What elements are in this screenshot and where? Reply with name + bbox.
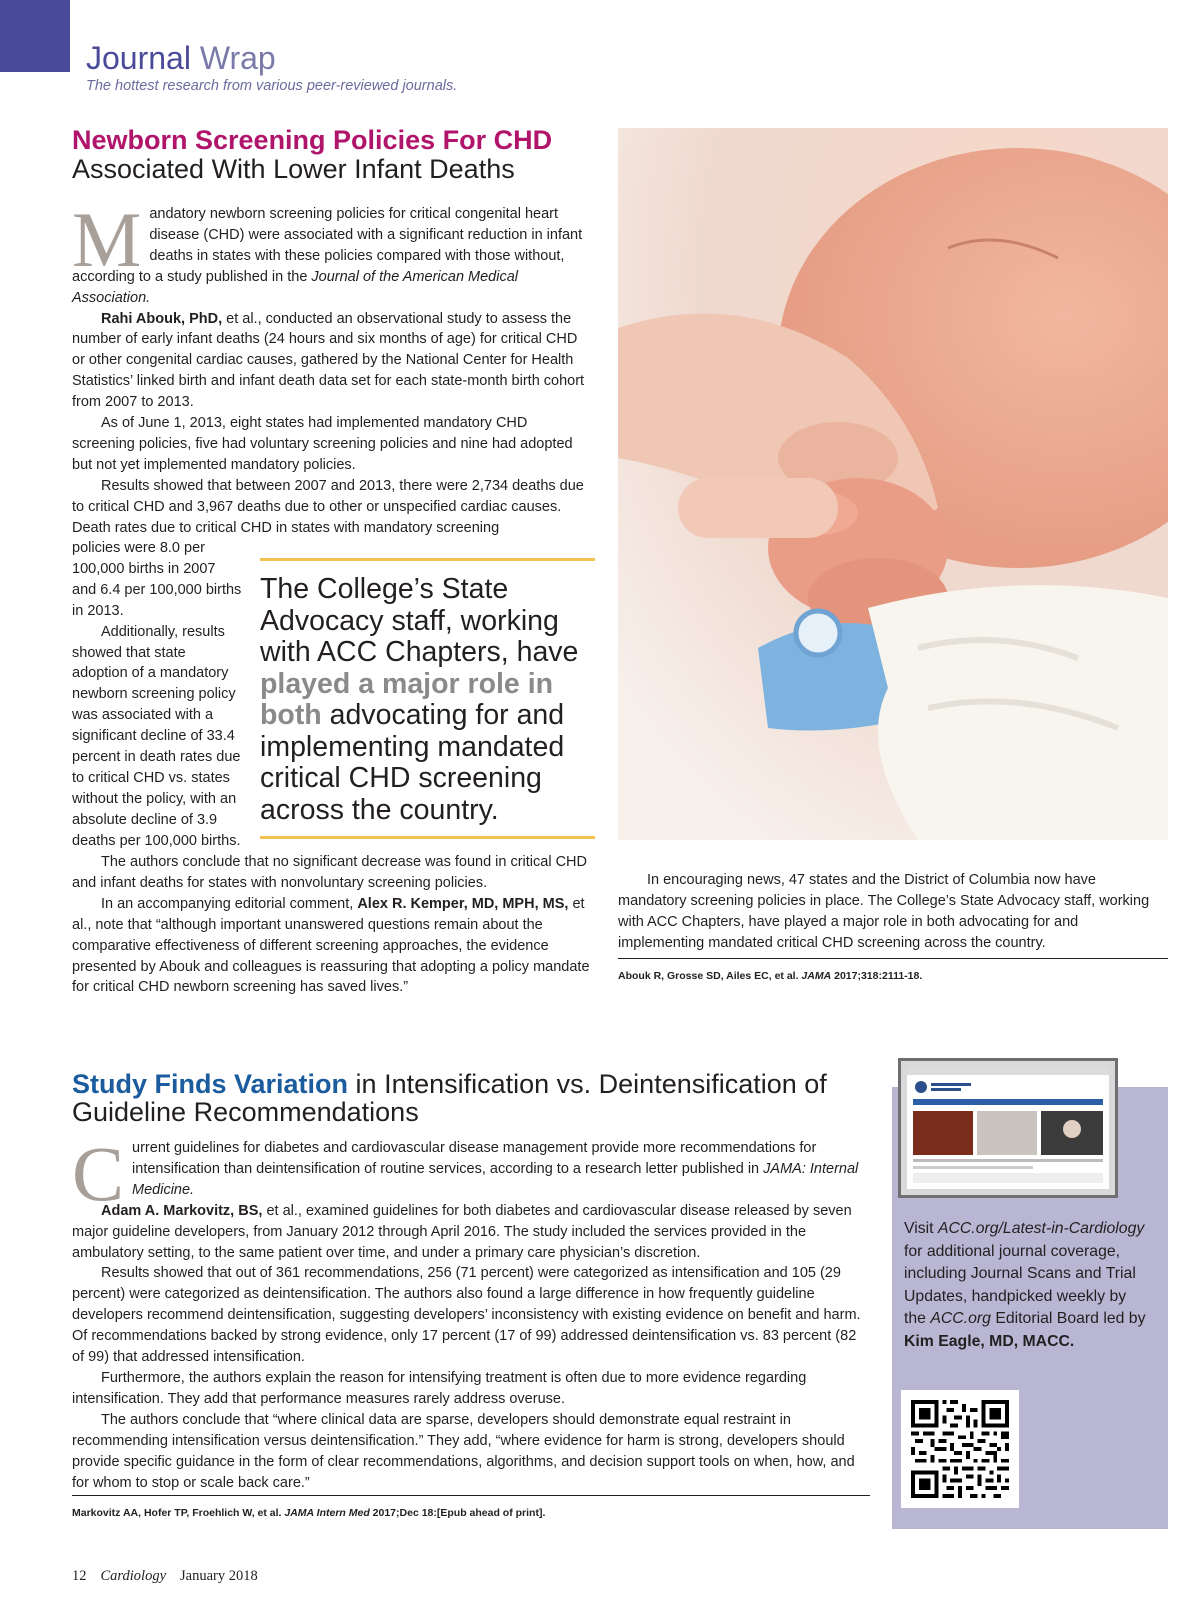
article1-paragraph: Additionally, results showed that state adoption of a mandatory newborn screening policy was associated with a significant decline of 33.4 percent in death rates due to critical CHD vs. states without the policy, with an absolute decline of 3.9 deaths per 100,000 births. [72,623,241,849]
sidebar-visit: Visit [904,1220,938,1237]
article1-ref-authors: Abouk R, Grosse SD, Ailes EC, et al. [618,970,802,982]
section-title [86,42,276,74]
article1-headline-line1: Newborn Screening Policies For CHD [72,125,553,155]
article2-headline-bold: Study Finds Variation [72,1069,349,1099]
sidebar-acc: ACC.org [930,1310,991,1327]
article2-paragraph [72,1201,870,1264]
divider [72,1495,870,1496]
qr-code[interactable] [901,1390,1019,1508]
page-footer [72,1568,258,1585]
article1-editorial-author: Alex R. Kemper, MD, MPH, MS, [357,895,569,912]
article1-paragraph: As of June 1, 2013, eight states had implemented mandatory CHD screening policies, five had voluntary screening policies and nine had adopted but not yet implemented mandatory policies. [72,415,573,473]
corner-accent [0,0,70,72]
article1-paragraph: In encouraging news, 47 states and the District of Columbia now have mandatory screening policies in place. The College’s State Advocacy staff, working with ACC Chapters, have played a major role in both advocating for and implementing mandated critical CHD screening across the country. [618,872,1150,951]
issue-date: January 2018 [180,1568,258,1584]
sidebar-text2: Editorial Board led by [990,1310,1146,1327]
article2-ref-authors: Markovitz AA, Hofer TP, Froehlich W, et al. [72,1507,285,1519]
section-title-light: Wrap [199,40,276,76]
article1-p7-pre: In an accompanying editorial comment, [101,895,358,912]
website-screenshot [898,1058,1118,1198]
newborn-hand-illustration [618,128,1168,840]
sidebar-text1: for additional journal coverage, including Journal Scans and Trial Updates, handpicked weekly by the [904,1242,1136,1327]
article1-reference [618,970,1168,982]
article2-ref-journal: JAMA Intern Med [284,1507,370,1519]
article1-paragraph [72,196,592,309]
article1-body-right [618,870,1168,954]
sidebar-person: Kim Eagle, MD, MACC. [904,1332,1075,1350]
article1-body-top [72,196,592,539]
website-preview-illustration [907,1067,1109,1189]
pull-quote-bold: played a major role in both [260,667,554,731]
article2-paragraph: Results showed that out of 361 recommendations, 256 (71 percent) were categorized as intensification and 105 (29 percent) were categorized as deintensification. The authors also found a large difference in how frequently guideline developers recommend deintensification, suggesting developers’ inconsistency with existing evidence on benefit and harm. Of recommendations backed by strong evidence, only 17 percent (17 of 99) addressed deintensification vs. 83 percent (82 of 99) that addressed intensification. [72,1265,861,1366]
article2-paragraph: Furthermore, the authors explain the reason for intensifying treatment is often due to more evidence regarding intensification. They add that performance measures rarely address overuse. [72,1369,807,1407]
article1-body-narrow [72,538,242,852]
article1-paragraph [72,894,592,999]
qr-code-graphic [911,1400,1009,1498]
sidebar-text [904,1218,1152,1353]
dropcap: C [72,1130,125,1217]
pull-quote-text: The College’s State Advocacy staff, working with ACC Chapters, have [260,573,579,668]
article1-headline-line2: Associated With Lower Infant Deaths [72,154,515,185]
sidebar-link[interactable]: ACC.org/Latest-in-Cardiology [937,1220,1145,1237]
article1-headline [72,126,592,184]
article2-paragraph: The authors conclude that “where clinical data are sparse, developers should demonstrate equal restraint in recommending intensification versus deintensification.” They add, “where evidence for harm is strong, developers should provide specific guidance in the form of clear recommendations, algorithms, and decision support tools on when, how, and for whom to stop or scale back care.” [72,1411,855,1491]
article1-paragraph: policies were 8.0 per 100,000 births in 2007 and 6.4 per 100,000 births in 2013. [72,540,242,619]
article1-paragraph [72,309,592,414]
pull-quote-text-end: advocating for and implementing mandated critical CHD screening across the country. [260,699,565,826]
article2-author: Adam A. Markovitz, BS, [101,1202,263,1219]
article2-ref-cite: 2017;Dec 18:[Epub ahead of print]. [369,1507,546,1519]
page-number: 12 [72,1568,87,1584]
section-subtitle: The hottest research from various peer-reviewed journals. [86,78,458,94]
article2-headline-line2: Guideline Recommendations [72,1097,419,1128]
divider [618,958,1168,959]
article2-headline-rest: in Intensification vs. Deintensification of [348,1069,827,1099]
article1-journal: Journal of the American Medical Association. [72,268,518,306]
article1-paragraph: Results showed that between 2007 and 2013, there were 2,734 deaths due to critical CHD and 3,967 deaths due to other or unspecified cardiac causes. Death rates due to critical CHD in states with mandatory screening [72,477,584,536]
article1-p2-text: et al., conducted an observational study to assess the number of early infant deaths (24 hours and six months of age) for critical CHD or other congenital cardiac causes, gathered by the National Center for Health Statistics’ linked birth and infant death data set for each state-month birth cohort from 2007 to 2013. [72,310,585,411]
article1-p1-text: andatory newborn screening policies for critical congenital heart disease (CHD) were associated with a significant reduction in infant deaths in states with these policies compared with those without, according to a study published in the [72,206,583,285]
article1-body-bottom [72,852,592,998]
magazine-name: Cardiology [100,1568,167,1584]
article2-reference [72,1507,870,1519]
article2-p1-text: urrent guidelines for diabetes and cardiovascular disease management provide more recommendations for intensification than deintensification of routine services, according to a research letter published in [132,1140,817,1177]
article2-body [72,1130,870,1493]
website-thumbnail [907,1067,1109,1189]
section-title-bold: Journal [86,40,191,76]
article1-author: Rahi Abouk, PhD, [101,310,223,327]
dropcap: M [72,196,142,283]
article1-p7-text: et al., note that “although important unanswered questions remain about the comparative effectiveness of different screening approaches, the evidence presented by Abouk and colleagues is reassuring that adopting a policy mandate for critical CHD newborn screening has saved lives.” [72,895,590,996]
article1-ref-journal: JAMA [801,970,832,982]
pull-quote [260,558,595,839]
article1-paragraph: The authors conclude that no significant decrease was found in critical CHD and infant deaths for states with nonvoluntary screening policies. [72,854,588,891]
article2-headline [72,1070,862,1127]
newborn-photo [618,128,1168,840]
article2-journal: JAMA: Internal Medicine. [132,1160,859,1198]
article1-ref-cite: 2017;318:2111-18. [831,970,923,982]
article2-p2-text: et al., examined guidelines for both diabetes and cardiovascular disease released by seven major guideline developers, from January 2012 through April 2016. The study included the services provided in the ambulatory setting, to the same patient over time, and under a primary care physician’s discretion. [72,1202,852,1261]
